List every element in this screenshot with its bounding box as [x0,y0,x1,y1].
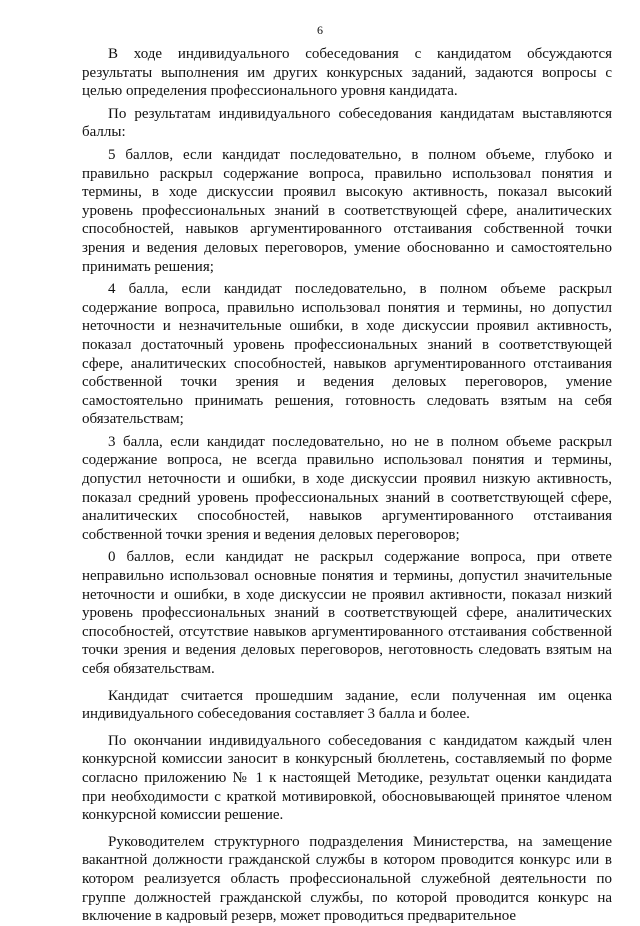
paragraph-pass-threshold: Кандидат считается прошедшим задание, если полученная им оценка индивидуального собеседования составляет 3 балла и более. [82,687,612,723]
paragraph-score-3: 3 балла, если кандидат последовательно, но не в полном объеме раскрыл содержание вопроса, не всегда правильно использовал понятия и термины, допустил неточности и ошибки, в ходе дискуссии проявил низкую активность, показал средний уровень профессиональных знаний в соответствующей сфере, аналитических способностей, навыков аргументированного отстаивания собственной точки зрения и ведения деловых переговоров; [82,433,612,543]
paragraph-interview-purpose: В ходе индивидуального собеседования с кандидатом обсуждаются результаты выполнения им других конкурсных заданий, задаются вопросы с целью определения профессионального уровня кандидата. [82,46,612,100]
paragraph-department-head: Руководителем структурного подразделения Министерства, на замещение вакантной должности гражданской службы в котором проводится конкурс или в котором реализуется область профессиональной служебной деятельности по группе должностей гражданской службы, по которой проводится конкурс на включение в кадровый резерв, может проводиться предварительное [82,833,612,925]
paragraph-ballot: По окончании индивидуального собеседования с кандидатом каждый член конкурсной комиссии заносит в конкурсный бюллетень, составляемый по форме согласно приложению № 1 к настоящей Методике, результат оценки кандидата при необходимости с краткой мотивировкой, обосновывающей принятое членом конкурсной комиссии решение. [82,732,612,824]
document-body [82,45,612,926]
paragraph-scoring-intro: По результатам индивидуального собеседования кандидатам выставляются баллы: [82,105,612,141]
paragraph-score-5: 5 баллов, если кандидат последовательно, в полном объеме, глубоко и правильно раскрыл содержание вопроса, правильно использовал понятия и термины, в ходе дискуссии проявил высокую активность, показал высокий уровень профессиональных знаний в соответствующей сфере, аналитических способностей, навыков аргументированного отстаивания собственной точки зрения и ведения деловых переговоров, умение обоснованно и самостоятельно принимать решения; [82,146,612,275]
paragraph-score-4: 4 балла, если кандидат последовательно, в полном объеме раскрыл содержание вопроса, правильно использовал понятия и термины, но допустил неточности и незначительные ошибки, в ходе дискуссии проявил активность, показал достаточный уровень профессиональных знаний в соответствующей сфере, аналитических способностей, навыков аргументированного отстаивания собственной точки зрения и ведения деловых переговоров, умение самостоятельно принимать решения, готовность следовать взятым на себя обязательствам; [82,281,612,428]
page-number: 6 [317,23,323,37]
paragraph-score-0: 0 баллов, если кандидат не раскрыл содержание вопроса, при ответе неправильно использовал основные понятия и термины, допустил значительные неточности и ошибки, в ходе дискуссии не проявил активности, показал низкий уровень профессиональных знаний в соответствующей сфере, аналитических способностей, отсутствие навыков аргументированного отстаивания собственной точки зрения и ведения деловых переговоров, неготовность следовать взятым на себя обязательствам. [82,549,612,677]
